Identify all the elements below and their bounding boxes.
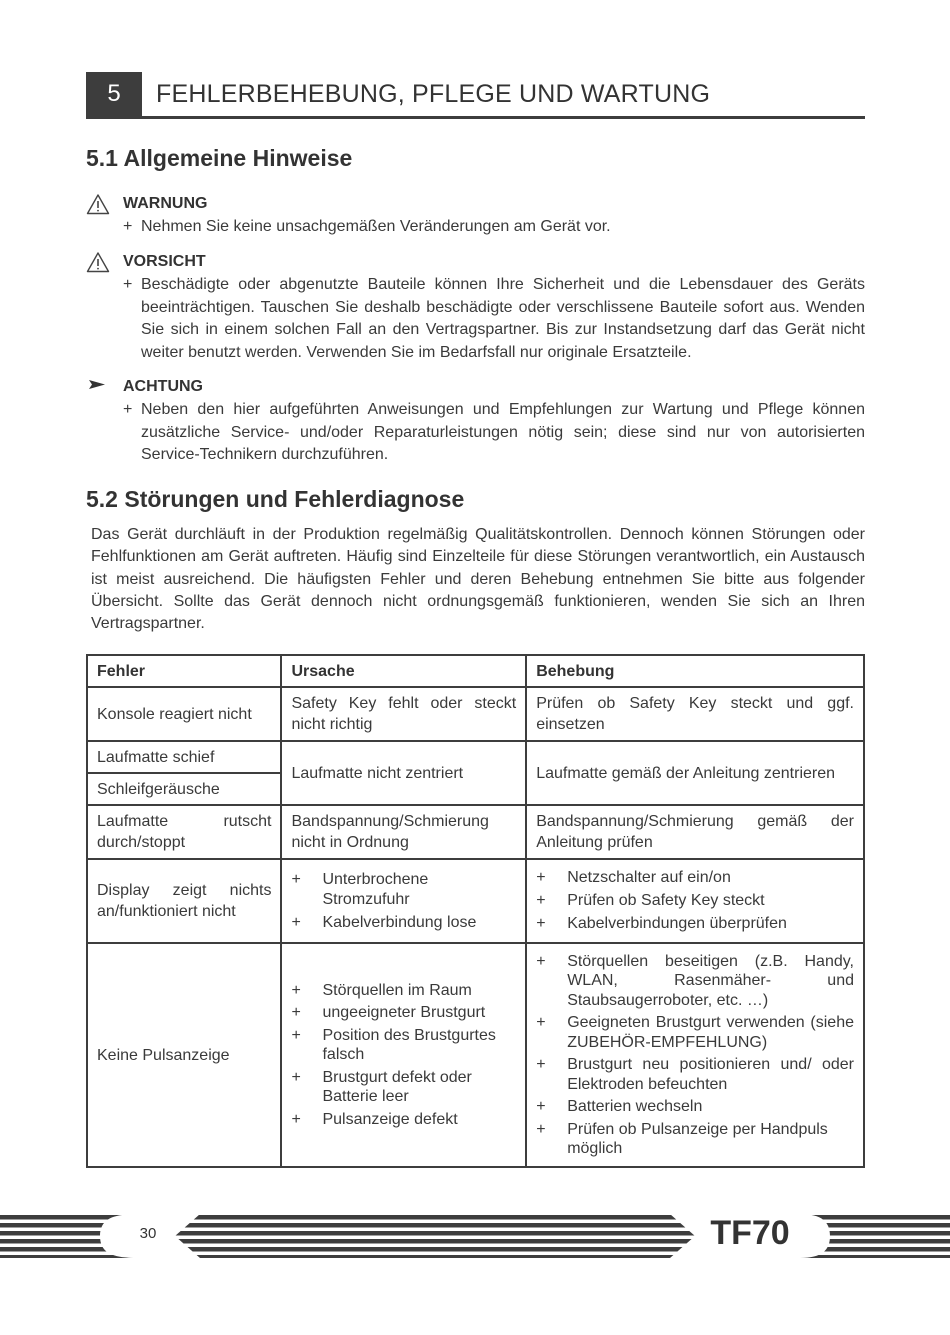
warning-triangle-icon [86,251,110,273]
fix-cell [526,859,864,943]
intro-paragraph: Das Gerät durchläuft in der Produktion regelmäßig Qualitätskontrollen. Dennoch können Störungen oder Fehlfunktionen am Gerät auftreten. Häufig sind Einzelteile für diese Störungen verantwortlich, ein Austausch ist meist ausreichend. Die häufigsten Fehler und deren Behebung entnehmen Sie bitte aus folgender Übersicht. Sollte das Gerät dennoch nicht ordnungsgemäß funktionieren, wenden Sie sich an Ihren Vertragspartner. [91,526,865,633]
page-number: 30 [139,1225,157,1242]
fix-cell [526,943,864,1167]
fault-cell: Konsole reagiert nicht [87,687,281,741]
table-row [87,805,864,859]
attention-item [123,399,865,467]
attention-text: Neben den hier aufgeführten Anweisungen und Empfehlungen zur Wartung und Pflege können zusätzliche Service- und/oder Reparaturleistungen nötig sein; diese sind nur von autorisierten Service-Technikern durchzuführen. [141,401,865,463]
list-item: + Netzschalter auf ein/on [536,869,731,886]
list-item: + Prüfen ob Safety Key steckt [536,892,765,909]
table-row [87,859,864,943]
list-item: + Brustgurt neu positionieren und/ oder Elektroden befeuchten [536,1056,854,1093]
troubleshooting-table [86,654,865,1168]
fix-list [536,868,854,934]
header-fault: Fehler [87,655,281,687]
bullet-plus: + [123,276,133,293]
list-item: + Pulsanzeige defekt [291,1110,458,1128]
attention-label: ACHTUNG [123,378,203,395]
list-item: + Geeigneten Brustgurt verwenden (siehe ZUBEHÖR-EMPFEHLUNG) [536,1014,854,1051]
fault-cell: Display zeigt nichts an/funktioniert nicht [87,859,281,943]
warning-notice [86,193,866,239]
list-item: + Position des Brustgurtes falsch [291,1026,496,1064]
cause-cell [281,859,526,943]
cause-cell [281,943,526,1167]
fix-list [536,952,854,1159]
caution-notice [86,251,866,366]
list-item: + Prüfen ob Pulsanzeige per Handpuls möglich [536,1120,828,1157]
bullet-plus: + [123,218,133,235]
fault-cell: Laufmatte rutscht durch/stoppt [87,805,281,859]
fix-cell: Bandspannung/Schmierung gemäß der Anleitung prüfen [526,805,864,859]
chapter-title: FEHLERBEHEBUNG, PFLEGE UND WARTUNG [156,80,711,108]
cause-cell: Bandspannung/Schmierung nicht in Ordnung [281,805,526,859]
warning-text: Nehmen Sie keine unsachgemäßen Veränderungen am Gerät vor. [141,218,611,235]
cause-list [291,981,516,1130]
fault-cell: Keine Pulsanzeige [87,943,281,1167]
warning-label: WARNUNG [123,195,208,212]
caution-item [123,274,865,364]
chapter-number: 5 [86,72,142,116]
list-item: + Störquellen im Raum [291,981,472,999]
caution-label: VORSICHT [123,253,206,270]
cause-list [291,870,516,933]
list-item: + Störquellen beseitigen (z.B. Handy, WLAN, Rasenmäher- und Staubsaugerroboter, etc. …) [536,952,854,1009]
fault-cell: Schleifgeräusche [87,773,281,805]
cause-cell: Safety Key fehlt oder steckt nicht richtig [281,687,526,741]
list-item: + Kabelverbindungen überprüfen [536,915,787,932]
caution-text: Beschädigte oder abgenutzte Bauteile können Ihre Sicherheit und die Lebensdauer des Geräts beeinträchtigen. Tauschen Sie deshalb beschädigte oder verschlissene Bauteile sofort aus. Wenden Sie sich in einem solchen Fall an den Vertragspartner. Bis zur Instandsetzung darf das Gerät nicht weiter benutzt werden. Verwenden Sie im Bedarfsfall nur originale Ersatzteile. [141,276,865,361]
fix-cell: Prüfen ob Safety Key steckt und ggf. einsetzen [526,687,864,741]
list-item: + ungeeigneter Brustgurt [291,1004,486,1022]
model-name: TF70 [710,1214,790,1252]
fix-cell: Laufmatte gemäß der Anleitung zentrieren [526,741,864,805]
header-cause: Ursache [281,655,526,687]
warning-triangle-icon [86,193,110,215]
table-row [87,687,864,741]
attention-notice [86,376,866,468]
header-fix: Behebung [526,655,864,687]
chapter-header [86,72,865,119]
list-item: + Unterbrochene Stromzufuhr [291,870,429,908]
cause-cell: Laufmatte nicht zentriert [281,741,526,805]
pointer-arrow-icon [86,374,110,396]
section-heading-troubleshooting: 5.2 Störungen und Fehlerdiagnose [86,486,465,512]
table-row [87,943,864,1167]
warning-item [123,216,865,239]
table-header-row [87,655,864,687]
bullet-plus: + [123,401,133,418]
list-item: + Batterien wechseln [536,1098,703,1115]
list-item: + Brustgurt defekt oder Batterie leer [291,1068,472,1106]
section-heading-general: 5.1 Allgemeine Hinweise [86,145,353,171]
table-row [87,741,864,773]
list-item: + Kabelverbindung lose [291,913,477,931]
fault-cell: Laufmatte schief [87,741,281,773]
